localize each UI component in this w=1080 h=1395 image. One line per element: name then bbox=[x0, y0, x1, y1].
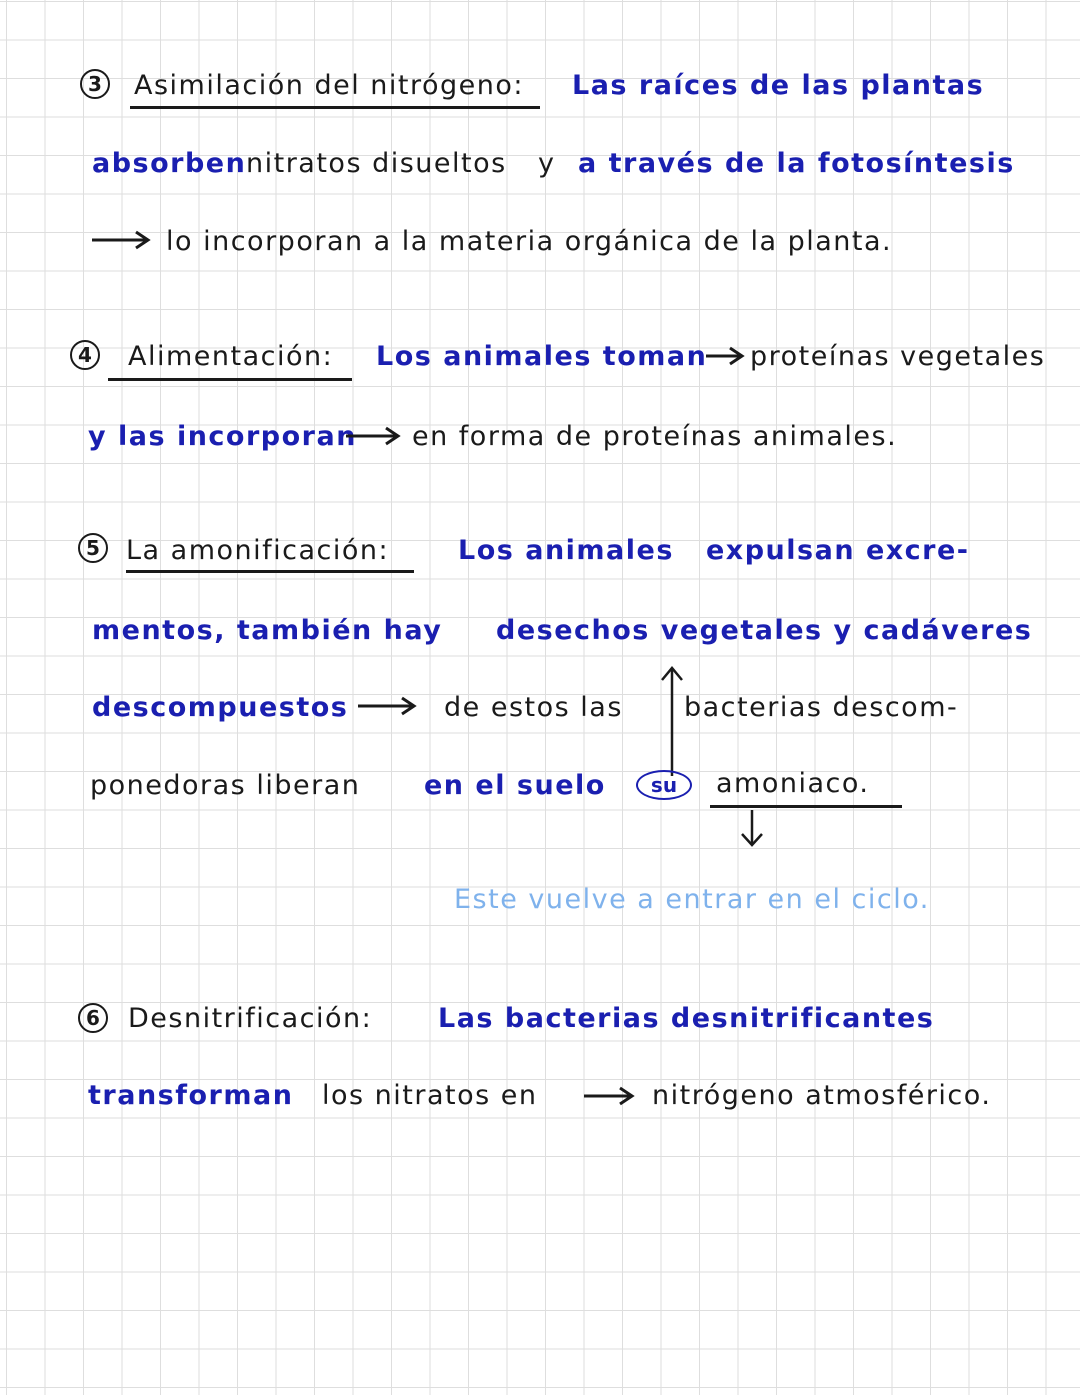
step-text: mentos, también hay bbox=[92, 615, 443, 646]
arrow-right-icon bbox=[584, 1086, 636, 1106]
step-text: Los animales bbox=[458, 535, 674, 566]
step-text: y bbox=[538, 148, 556, 179]
title-underline bbox=[130, 106, 540, 109]
step-title: Asimilación del nitrógeno: bbox=[134, 70, 524, 101]
step-text: los nitratos en bbox=[322, 1080, 538, 1111]
title-underline bbox=[108, 378, 352, 381]
step-number-badge: 3 bbox=[80, 69, 110, 99]
word-underline bbox=[710, 805, 902, 808]
step-text: Las raíces de las plantas bbox=[572, 70, 985, 101]
arrow-right-icon bbox=[706, 346, 746, 366]
step-note: Este vuelve a entrar en el ciclo. bbox=[454, 884, 930, 915]
step-text: nitrógeno atmosférico. bbox=[652, 1080, 992, 1111]
step-text: nitratos disueltos bbox=[246, 148, 507, 179]
step-number-badge: 5 bbox=[78, 533, 108, 563]
arrow-right-icon bbox=[92, 230, 152, 250]
step-text: absorben bbox=[92, 148, 247, 179]
step-title: La amonificación: bbox=[126, 535, 390, 566]
step-text: amoniaco. bbox=[716, 768, 870, 799]
step-text: transforman bbox=[88, 1080, 294, 1111]
step-text: en el suelo bbox=[424, 770, 606, 801]
step-text: en forma de proteínas animales. bbox=[412, 421, 898, 452]
step-text: descompuestos bbox=[92, 692, 349, 723]
arrow-right-icon bbox=[358, 696, 418, 716]
step-text: desechos vegetales y cadáveres bbox=[496, 615, 1033, 646]
step-text: de estos las bbox=[444, 692, 623, 723]
step-number-badge: 4 bbox=[70, 340, 100, 370]
arrow-right-icon bbox=[346, 426, 402, 446]
step-text: bacterias descom- bbox=[684, 692, 959, 723]
step-title: Desnitrificación: bbox=[128, 1003, 373, 1034]
step-text: y las incorporan bbox=[88, 421, 357, 452]
step-text: Las bacterias desnitrificantes bbox=[438, 1003, 935, 1034]
arrow-up-icon bbox=[660, 664, 684, 780]
title-underline bbox=[126, 570, 414, 573]
step-text: lo incorporan a la materia orgánica de la planta. bbox=[166, 226, 893, 257]
arrow-down-icon bbox=[740, 810, 764, 848]
step-text: expulsan excre- bbox=[706, 535, 970, 566]
step-text: a través de la fotosíntesis bbox=[578, 148, 1015, 179]
circled-word: su bbox=[636, 770, 692, 800]
step-text: proteínas vegetales bbox=[750, 341, 1046, 372]
step-text: Los animales toman bbox=[376, 341, 708, 372]
step-text: ponedoras liberan bbox=[90, 770, 361, 801]
step-title: Alimentación: bbox=[128, 341, 334, 372]
step-number-badge: 6 bbox=[78, 1003, 108, 1033]
